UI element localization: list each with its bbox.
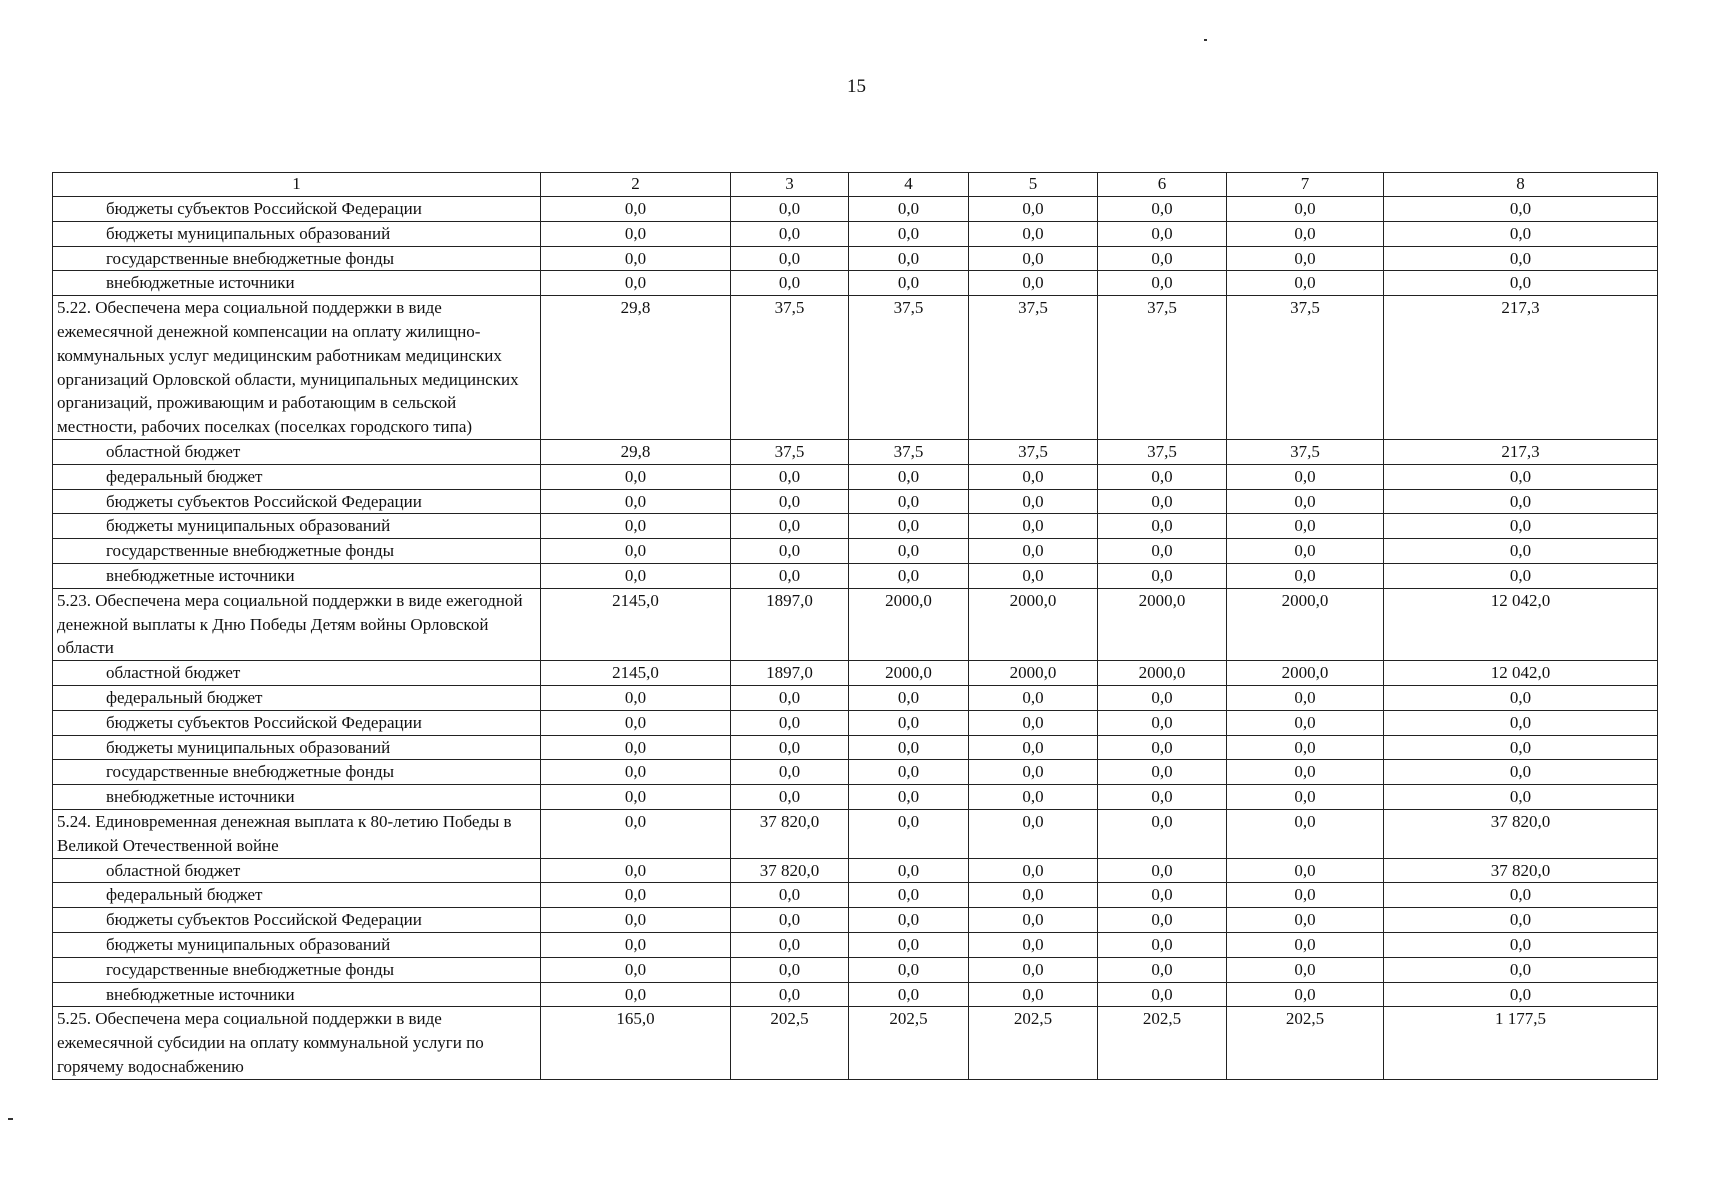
- value-cell-col-2: 0,0: [541, 982, 731, 1007]
- value-cell-col-2: 0,0: [541, 809, 731, 858]
- value-cell-col-5: 2000,0: [969, 661, 1098, 686]
- value-cell-col-7: 0,0: [1227, 197, 1384, 222]
- value-cell-col-4: 0,0: [849, 883, 969, 908]
- value-cell-col-7: 0,0: [1227, 735, 1384, 760]
- funding-source-row: [53, 271, 1658, 296]
- value-cell-col-6: 0,0: [1098, 685, 1227, 710]
- funding-source-row: [53, 464, 1658, 489]
- value-cell-col-8: 0,0: [1384, 735, 1658, 760]
- value-cell-col-5: 0,0: [969, 489, 1098, 514]
- funding-source-row: [53, 883, 1658, 908]
- value-cell-col-8: 0,0: [1384, 957, 1658, 982]
- measure-label: 5.22. Обеспечена мера социальной поддержки в виде ежемесячной денежной компенсации на оплату жилищно-коммунальных услуг медицинским работникам медицинских организаций Орловской области, муниципальных медицинских организаций, проживающим и работающим в сельской местности, рабочих поселках (поселках городского типа): [53, 296, 541, 440]
- value-cell-col-6: 37,5: [1098, 439, 1227, 464]
- value-cell-col-6: 0,0: [1098, 539, 1227, 564]
- value-cell-col-6: 0,0: [1098, 514, 1227, 539]
- value-cell-col-4: 0,0: [849, 785, 969, 810]
- value-cell-col-5: 0,0: [969, 271, 1098, 296]
- value-cell-col-8: 0,0: [1384, 514, 1658, 539]
- funding-source-row: [53, 908, 1658, 933]
- value-cell-col-7: 37,5: [1227, 439, 1384, 464]
- value-cell-col-8: 12 042,0: [1384, 661, 1658, 686]
- value-cell-col-3: 37,5: [731, 439, 849, 464]
- value-cell-col-8: 0,0: [1384, 982, 1658, 1007]
- value-cell-col-6: 0,0: [1098, 246, 1227, 271]
- value-cell-col-2: 29,8: [541, 439, 731, 464]
- value-cell-col-5: 0,0: [969, 908, 1098, 933]
- value-cell-col-5: 0,0: [969, 246, 1098, 271]
- funding-source-label: федеральный бюджет: [53, 685, 541, 710]
- value-cell-col-7: 0,0: [1227, 883, 1384, 908]
- value-cell-col-2: 29,8: [541, 296, 731, 440]
- value-cell-col-2: 0,0: [541, 858, 731, 883]
- value-cell-col-2: 0,0: [541, 883, 731, 908]
- value-cell-col-8: 0,0: [1384, 464, 1658, 489]
- value-cell-col-7: 2000,0: [1227, 588, 1384, 660]
- funding-source-row: [53, 932, 1658, 957]
- value-cell-col-3: 0,0: [731, 563, 849, 588]
- value-cell-col-7: 0,0: [1227, 221, 1384, 246]
- value-cell-col-7: 0,0: [1227, 982, 1384, 1007]
- value-cell-col-3: 37 820,0: [731, 858, 849, 883]
- column-number: 6: [1098, 173, 1227, 197]
- funding-source-label: бюджеты муниципальных образований: [53, 735, 541, 760]
- value-cell-col-4: 0,0: [849, 563, 969, 588]
- funding-source-row: [53, 858, 1658, 883]
- value-cell-col-5: 37,5: [969, 296, 1098, 440]
- value-cell-col-3: 0,0: [731, 271, 849, 296]
- value-cell-col-8: 37 820,0: [1384, 858, 1658, 883]
- value-cell-col-5: 0,0: [969, 685, 1098, 710]
- value-cell-col-8: 0,0: [1384, 883, 1658, 908]
- value-cell-col-5: 0,0: [969, 464, 1098, 489]
- value-cell-col-6: 0,0: [1098, 883, 1227, 908]
- value-cell-col-5: 0,0: [969, 710, 1098, 735]
- value-cell-col-6: 0,0: [1098, 957, 1227, 982]
- table-body: [53, 173, 1658, 1080]
- value-cell-col-3: 37,5: [731, 296, 849, 440]
- funding-source-row: [53, 661, 1658, 686]
- value-cell-col-3: 1897,0: [731, 588, 849, 660]
- value-cell-col-2: 0,0: [541, 271, 731, 296]
- value-cell-col-4: 0,0: [849, 809, 969, 858]
- value-cell-col-4: 0,0: [849, 760, 969, 785]
- value-cell-col-6: 0,0: [1098, 563, 1227, 588]
- value-cell-col-7: 0,0: [1227, 685, 1384, 710]
- value-cell-col-5: 0,0: [969, 197, 1098, 222]
- value-cell-col-7: 0,0: [1227, 809, 1384, 858]
- measure-row: [53, 1007, 1658, 1079]
- value-cell-col-8: 0,0: [1384, 271, 1658, 296]
- value-cell-col-5: 0,0: [969, 858, 1098, 883]
- value-cell-col-6: 37,5: [1098, 296, 1227, 440]
- measure-label: 5.25. Обеспечена мера социальной поддержки в виде ежемесячной субсидии на оплату коммунальной услуги по горячему водоснабжению: [53, 1007, 541, 1079]
- value-cell-col-8: 0,0: [1384, 932, 1658, 957]
- value-cell-col-8: 0,0: [1384, 246, 1658, 271]
- value-cell-col-4: 0,0: [849, 271, 969, 296]
- budget-table: [52, 172, 1658, 1080]
- value-cell-col-2: 0,0: [541, 246, 731, 271]
- value-cell-col-2: 0,0: [541, 710, 731, 735]
- value-cell-col-4: 0,0: [849, 858, 969, 883]
- value-cell-col-4: 0,0: [849, 464, 969, 489]
- value-cell-col-7: 0,0: [1227, 246, 1384, 271]
- value-cell-col-6: 0,0: [1098, 932, 1227, 957]
- value-cell-col-4: 2000,0: [849, 588, 969, 660]
- value-cell-col-5: 202,5: [969, 1007, 1098, 1079]
- value-cell-col-6: 0,0: [1098, 908, 1227, 933]
- funding-source-row: [53, 735, 1658, 760]
- value-cell-col-2: 2145,0: [541, 661, 731, 686]
- value-cell-col-6: 0,0: [1098, 982, 1227, 1007]
- value-cell-col-7: 0,0: [1227, 858, 1384, 883]
- value-cell-col-7: 202,5: [1227, 1007, 1384, 1079]
- value-cell-col-6: 0,0: [1098, 221, 1227, 246]
- value-cell-col-8: 217,3: [1384, 439, 1658, 464]
- value-cell-col-8: 0,0: [1384, 489, 1658, 514]
- value-cell-col-8: 0,0: [1384, 563, 1658, 588]
- value-cell-col-5: 0,0: [969, 932, 1098, 957]
- funding-source-row: [53, 514, 1658, 539]
- value-cell-col-6: 0,0: [1098, 858, 1227, 883]
- value-cell-col-3: 0,0: [731, 908, 849, 933]
- value-cell-col-7: 0,0: [1227, 514, 1384, 539]
- value-cell-col-2: 0,0: [541, 563, 731, 588]
- value-cell-col-6: 0,0: [1098, 760, 1227, 785]
- value-cell-col-8: 0,0: [1384, 785, 1658, 810]
- value-cell-col-7: 0,0: [1227, 563, 1384, 588]
- funding-source-label: бюджеты муниципальных образований: [53, 932, 541, 957]
- funding-source-label: федеральный бюджет: [53, 883, 541, 908]
- value-cell-col-3: 0,0: [731, 883, 849, 908]
- page-number: 15: [847, 76, 866, 97]
- value-cell-col-4: 0,0: [849, 539, 969, 564]
- funding-source-row: [53, 760, 1658, 785]
- column-number: 4: [849, 173, 969, 197]
- column-number: 2: [541, 173, 731, 197]
- value-cell-col-7: 0,0: [1227, 957, 1384, 982]
- value-cell-col-3: 0,0: [731, 514, 849, 539]
- value-cell-col-7: 0,0: [1227, 710, 1384, 735]
- funding-source-label: государственные внебюджетные фонды: [53, 539, 541, 564]
- value-cell-col-5: 0,0: [969, 539, 1098, 564]
- funding-source-label: бюджеты муниципальных образований: [53, 514, 541, 539]
- value-cell-col-8: 0,0: [1384, 710, 1658, 735]
- value-cell-col-7: 0,0: [1227, 539, 1384, 564]
- column-number-row: [53, 173, 1658, 197]
- funding-source-row: [53, 246, 1658, 271]
- value-cell-col-3: 0,0: [731, 489, 849, 514]
- value-cell-col-2: 0,0: [541, 489, 731, 514]
- value-cell-col-8: 0,0: [1384, 539, 1658, 564]
- value-cell-col-3: 1897,0: [731, 661, 849, 686]
- funding-source-label: внебюджетные источники: [53, 563, 541, 588]
- value-cell-col-8: 0,0: [1384, 197, 1658, 222]
- value-cell-col-3: 0,0: [731, 710, 849, 735]
- value-cell-col-3: 0,0: [731, 760, 849, 785]
- funding-source-label: федеральный бюджет: [53, 464, 541, 489]
- value-cell-col-4: 0,0: [849, 514, 969, 539]
- value-cell-col-3: 0,0: [731, 246, 849, 271]
- value-cell-col-5: 37,5: [969, 439, 1098, 464]
- value-cell-col-4: 0,0: [849, 957, 969, 982]
- value-cell-col-8: 217,3: [1384, 296, 1658, 440]
- value-cell-col-4: 37,5: [849, 296, 969, 440]
- funding-source-label: бюджеты субъектов Российской Федерации: [53, 908, 541, 933]
- value-cell-col-3: 0,0: [731, 539, 849, 564]
- value-cell-col-2: 0,0: [541, 735, 731, 760]
- value-cell-col-6: 0,0: [1098, 710, 1227, 735]
- funding-source-label: бюджеты муниципальных образований: [53, 221, 541, 246]
- value-cell-col-3: 0,0: [731, 221, 849, 246]
- value-cell-col-5: 0,0: [969, 563, 1098, 588]
- value-cell-col-2: 0,0: [541, 785, 731, 810]
- value-cell-col-8: 0,0: [1384, 908, 1658, 933]
- value-cell-col-8: 0,0: [1384, 760, 1658, 785]
- column-number: 5: [969, 173, 1098, 197]
- funding-source-row: [53, 197, 1658, 222]
- value-cell-col-2: 165,0: [541, 1007, 731, 1079]
- value-cell-col-8: 12 042,0: [1384, 588, 1658, 660]
- value-cell-col-7: 37,5: [1227, 296, 1384, 440]
- value-cell-col-6: 0,0: [1098, 785, 1227, 810]
- value-cell-col-2: 0,0: [541, 685, 731, 710]
- value-cell-col-2: 0,0: [541, 908, 731, 933]
- value-cell-col-7: 0,0: [1227, 464, 1384, 489]
- value-cell-col-7: 0,0: [1227, 932, 1384, 957]
- value-cell-col-4: 0,0: [849, 197, 969, 222]
- value-cell-col-4: 202,5: [849, 1007, 969, 1079]
- funding-source-label: бюджеты субъектов Российской Федерации: [53, 197, 541, 222]
- value-cell-col-4: 0,0: [849, 685, 969, 710]
- funding-source-label: внебюджетные источники: [53, 271, 541, 296]
- value-cell-col-6: 202,5: [1098, 1007, 1227, 1079]
- value-cell-col-7: 0,0: [1227, 271, 1384, 296]
- value-cell-col-4: 0,0: [849, 982, 969, 1007]
- funding-source-row: [53, 957, 1658, 982]
- value-cell-col-5: 0,0: [969, 735, 1098, 760]
- value-cell-col-7: 0,0: [1227, 785, 1384, 810]
- measure-row: [53, 296, 1658, 440]
- value-cell-col-6: 2000,0: [1098, 588, 1227, 660]
- value-cell-col-2: 0,0: [541, 760, 731, 785]
- value-cell-col-7: 0,0: [1227, 908, 1384, 933]
- value-cell-col-3: 0,0: [731, 735, 849, 760]
- funding-source-row: [53, 439, 1658, 464]
- measure-label: 5.23. Обеспечена мера социальной поддержки в виде ежегодной денежной выплаты к Дню Победы Детям войны Орловской области: [53, 588, 541, 660]
- value-cell-col-2: 0,0: [541, 957, 731, 982]
- value-cell-col-6: 2000,0: [1098, 661, 1227, 686]
- value-cell-col-8: 37 820,0: [1384, 809, 1658, 858]
- funding-source-row: [53, 710, 1658, 735]
- value-cell-col-2: 0,0: [541, 197, 731, 222]
- value-cell-col-2: 2145,0: [541, 588, 731, 660]
- funding-source-label: государственные внебюджетные фонды: [53, 957, 541, 982]
- value-cell-col-3: 0,0: [731, 982, 849, 1007]
- value-cell-col-3: 0,0: [731, 785, 849, 810]
- value-cell-col-5: 0,0: [969, 982, 1098, 1007]
- value-cell-col-5: 0,0: [969, 809, 1098, 858]
- funding-source-label: бюджеты субъектов Российской Федерации: [53, 489, 541, 514]
- scan-speck: [8, 1118, 13, 1120]
- value-cell-col-4: 2000,0: [849, 661, 969, 686]
- value-cell-col-3: 202,5: [731, 1007, 849, 1079]
- measure-row: [53, 588, 1658, 660]
- value-cell-col-5: 0,0: [969, 957, 1098, 982]
- funding-source-label: государственные внебюджетные фонды: [53, 760, 541, 785]
- funding-source-label: внебюджетные источники: [53, 982, 541, 1007]
- value-cell-col-7: 0,0: [1227, 489, 1384, 514]
- funding-source-row: [53, 539, 1658, 564]
- value-cell-col-4: 0,0: [849, 735, 969, 760]
- value-cell-col-5: 0,0: [969, 221, 1098, 246]
- value-cell-col-7: 2000,0: [1227, 661, 1384, 686]
- value-cell-col-5: 0,0: [969, 883, 1098, 908]
- value-cell-col-5: 0,0: [969, 760, 1098, 785]
- value-cell-col-6: 0,0: [1098, 464, 1227, 489]
- funding-source-row: [53, 982, 1658, 1007]
- funding-source-label: внебюджетные источники: [53, 785, 541, 810]
- funding-source-label: областной бюджет: [53, 661, 541, 686]
- value-cell-col-3: 0,0: [731, 464, 849, 489]
- value-cell-col-5: 0,0: [969, 514, 1098, 539]
- value-cell-col-4: 0,0: [849, 710, 969, 735]
- value-cell-col-6: 0,0: [1098, 489, 1227, 514]
- value-cell-col-2: 0,0: [541, 539, 731, 564]
- value-cell-col-4: 0,0: [849, 221, 969, 246]
- value-cell-col-2: 0,0: [541, 221, 731, 246]
- funding-source-label: бюджеты субъектов Российской Федерации: [53, 710, 541, 735]
- column-number: 1: [53, 173, 541, 197]
- value-cell-col-5: 0,0: [969, 785, 1098, 810]
- value-cell-col-4: 0,0: [849, 246, 969, 271]
- value-cell-col-3: 0,0: [731, 197, 849, 222]
- value-cell-col-6: 0,0: [1098, 197, 1227, 222]
- column-number: 3: [731, 173, 849, 197]
- value-cell-col-3: 0,0: [731, 957, 849, 982]
- funding-source-row: [53, 489, 1658, 514]
- value-cell-col-2: 0,0: [541, 514, 731, 539]
- value-cell-col-4: 0,0: [849, 489, 969, 514]
- value-cell-col-4: 0,0: [849, 908, 969, 933]
- value-cell-col-4: 37,5: [849, 439, 969, 464]
- measure-row: [53, 809, 1658, 858]
- column-number: 7: [1227, 173, 1384, 197]
- value-cell-col-3: 37 820,0: [731, 809, 849, 858]
- value-cell-col-7: 0,0: [1227, 760, 1384, 785]
- funding-source-row: [53, 785, 1658, 810]
- funding-source-label: областной бюджет: [53, 439, 541, 464]
- value-cell-col-6: 0,0: [1098, 271, 1227, 296]
- value-cell-col-6: 0,0: [1098, 809, 1227, 858]
- funding-source-row: [53, 685, 1658, 710]
- measure-label: 5.24. Единовременная денежная выплата к 80-летию Победы в Великой Отечественной войне: [53, 809, 541, 858]
- value-cell-col-8: 0,0: [1384, 221, 1658, 246]
- value-cell-col-8: 1 177,5: [1384, 1007, 1658, 1079]
- value-cell-col-6: 0,0: [1098, 735, 1227, 760]
- value-cell-col-2: 0,0: [541, 932, 731, 957]
- value-cell-col-3: 0,0: [731, 685, 849, 710]
- value-cell-col-3: 0,0: [731, 932, 849, 957]
- value-cell-col-4: 0,0: [849, 932, 969, 957]
- value-cell-col-8: 0,0: [1384, 685, 1658, 710]
- funding-source-row: [53, 221, 1658, 246]
- funding-source-row: [53, 563, 1658, 588]
- funding-source-label: государственные внебюджетные фонды: [53, 246, 541, 271]
- value-cell-col-2: 0,0: [541, 464, 731, 489]
- funding-source-label: областной бюджет: [53, 858, 541, 883]
- column-number: 8: [1384, 173, 1658, 197]
- value-cell-col-5: 2000,0: [969, 588, 1098, 660]
- scan-speck: [1204, 39, 1207, 41]
